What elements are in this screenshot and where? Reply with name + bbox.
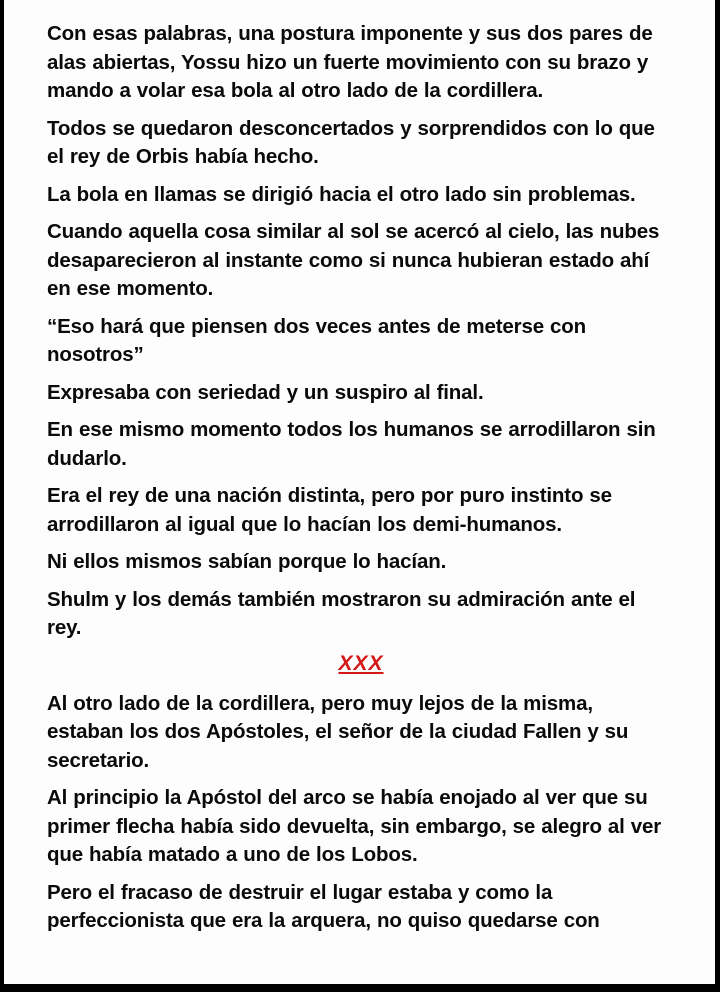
paragraph: Ni ellos mismos sabían porque lo hacían. xyxy=(47,550,447,573)
paragraph: Con esas palabras, una postura imponente y sus dos pares de alas abiertas, Yossu hizo un fuerte movimiento con su brazo y mando a volar esa bola al otro lado de la cordillera. xyxy=(47,22,653,102)
paragraph: Pero el fracaso de destruir el lugar estaba y como la perfeccionista que era la arquera, no quiso quedarse con xyxy=(47,880,600,932)
paragraph: Al otro lado de la cordillera, pero muy lejos de la misma, estaban los dos Apóstoles, el señor de la ciudad Fallen y su secretario. xyxy=(47,691,629,772)
document-page xyxy=(4,0,715,984)
paragraph: Todos se quedaron desconcertados y sorprendidos con lo que el rey de Orbis había hecho. xyxy=(47,116,655,168)
separator-text: XXX xyxy=(338,651,384,675)
paragraph: Al principio la Apóstol del arco se había enojado al ver que su primer flecha había sido devuelta, sin embargo, se alegro al ver que había matado a uno de los Lobos. xyxy=(47,786,662,866)
paragraph: Shulm y los demás también mostraron su admiración ante el rey. xyxy=(47,587,636,639)
scene-separator xyxy=(47,652,675,684)
paragraph: La bola en llamas se dirigió hacia el otro lado sin problemas. xyxy=(47,182,636,206)
paragraph: En ese mismo momento todos los humanos se arrodillaron sin dudarlo. xyxy=(47,418,656,470)
paragraph: Expresaba con seriedad y un suspiro al final. xyxy=(47,380,484,404)
paragraph: Cuando aquella cosa similar al sol se acercó al cielo, las nubes desaparecieron al instante como si nunca hubieran estado ahí en ese momento. xyxy=(47,220,660,300)
paragraph: Era el rey de una nación distinta, pero por puro instinto se arrodillaron al igual que lo hacían los demi-humanos. xyxy=(47,484,612,536)
paragraph-dialogue: “Eso hará que piensen dos veces antes de meterse con nosotros” xyxy=(47,314,587,366)
